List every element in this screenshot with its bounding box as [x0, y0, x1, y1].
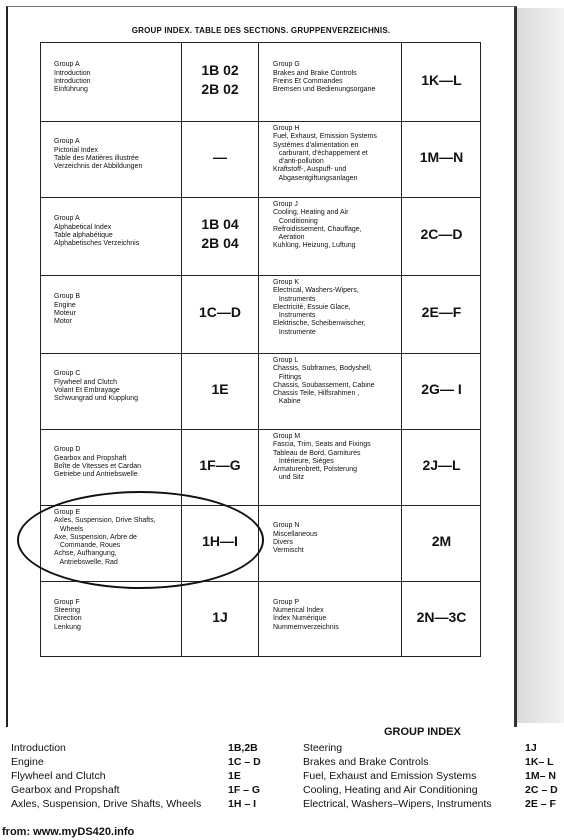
table-row-divider	[41, 353, 480, 354]
group-line: Brakes and Brake Controls	[273, 69, 357, 77]
group-heading: Group G	[273, 61, 300, 69]
bottom-index-code: 1K– L	[525, 756, 554, 768]
right-group-code	[402, 456, 481, 475]
adjacent-page-edge	[514, 8, 564, 723]
hand-drawn-circle-mark	[17, 491, 264, 589]
group-line: Vermischt	[273, 547, 304, 555]
group-line: carburant, d'échappement et	[273, 149, 368, 157]
group-heading: Group E	[54, 509, 81, 516]
bottom-index-label: Axles, Suspension, Drive Shafts, Wheels	[11, 798, 202, 810]
group-line: Miscellaneous	[273, 530, 318, 538]
group-heading: Group B	[54, 293, 81, 301]
group-line: Fittings	[273, 373, 302, 381]
left-group-description	[54, 215, 139, 248]
group-line: Armaturenbrett, Polsterung	[273, 466, 358, 474]
section-code: 1C—D	[198, 303, 241, 320]
group-line: Instruments	[273, 295, 316, 303]
group-heading: Group F	[54, 598, 80, 606]
section-code: 1M—N	[419, 148, 464, 165]
bottom-index-code: 1C – D	[228, 756, 261, 768]
group-line: Antriebswelle, Rad	[54, 558, 118, 566]
group-line: Instrumente	[273, 328, 316, 336]
page-title: GROUP INDEX. TABLE DES SECTIONS. GRUPPENVERZEICHNIS.	[131, 26, 391, 35]
group-heading: Group L	[273, 357, 299, 364]
group-line: Aeration	[273, 234, 305, 242]
left-group-code	[182, 303, 258, 322]
group-line: Tableau de Bord, Garnitures	[273, 449, 361, 457]
group-heading: Group H	[273, 125, 300, 132]
group-line: Fuel, Exhaust, Emission Systems	[273, 133, 377, 141]
right-group-code	[402, 71, 481, 90]
group-line: Boîte de Vitesses et Cardan	[54, 462, 142, 470]
group-line: Lenkung	[54, 623, 81, 631]
bottom-index-label: Electrical, Washers–Wipers, Instruments	[303, 798, 492, 810]
group-line: Achse, Aufhangung,	[54, 550, 117, 558]
group-heading: Group P	[273, 598, 300, 606]
section-code: 2M	[431, 532, 452, 549]
right-group-code	[402, 148, 481, 167]
section-code: 1B 04	[201, 216, 239, 232]
group-line: Divers	[273, 538, 293, 546]
section-code: 2E—F	[421, 303, 462, 320]
group-line: Fascia, Trim, Seats and Fixings	[273, 441, 371, 449]
group-line: Axles, Suspension, Drive Shafts,	[54, 517, 156, 525]
bottom-index-label: Engine	[11, 756, 44, 768]
bottom-index-code: 2E – F	[525, 798, 556, 810]
bottom-index-label: Cooling, Heating and Air Conditioning	[303, 784, 478, 796]
group-line: Axe, Suspension, Arbre de	[54, 533, 137, 541]
left-group-code	[182, 608, 258, 627]
group-line: Wheels	[54, 525, 84, 533]
bottom-index-title: GROUP INDEX	[384, 726, 461, 738]
group-line: Commande, Roues	[54, 542, 121, 550]
section-code: 1F—G	[199, 456, 241, 473]
group-heading: Group M	[273, 433, 301, 440]
group-line: Introduction	[54, 69, 91, 77]
right-group-description	[273, 125, 377, 183]
left-group-code	[182, 148, 258, 167]
right-group-code	[402, 225, 481, 244]
group-line: Kraftstoff-, Auspuff- und	[273, 166, 347, 174]
group-line: Kuhlüng, Heizung, Luftung	[273, 242, 356, 250]
group-line: Index Numérique	[273, 615, 327, 623]
group-heading: Group K	[273, 279, 300, 286]
right-group-description	[273, 279, 366, 337]
group-line: Getriebe und Antriebswelle	[54, 471, 138, 479]
bottom-index-code: 1J	[525, 742, 537, 754]
group-line: Volant Et Embrayage	[54, 386, 120, 394]
bottom-index-code: 1F – G	[228, 784, 261, 796]
right-group-description	[273, 599, 339, 632]
group-line: Pictorial Index	[54, 146, 98, 154]
group-line: Gearbox and Propshaft	[54, 454, 127, 462]
section-code: 2C—D	[420, 225, 463, 242]
section-code: 1H—I	[202, 532, 238, 549]
bottom-index-label: Brakes and Brake Controls	[303, 756, 429, 768]
group-line: Alphabetisches Verzeichnis	[54, 240, 140, 248]
group-line: d'anti-pollution	[273, 158, 324, 166]
left-group-code	[182, 456, 258, 475]
right-group-code	[402, 303, 481, 322]
table-row-divider	[41, 275, 480, 276]
left-group-code	[182, 61, 258, 99]
bottom-index-code: 1M– N	[525, 770, 556, 782]
group-line: Moteur	[54, 309, 76, 317]
group-line: und Sitz	[273, 474, 305, 482]
bottom-index-label: Gearbox and Propshaft	[11, 784, 120, 796]
group-line: Electricité, Essuie Glace,	[273, 303, 351, 311]
right-group-code	[402, 608, 481, 627]
group-line: Table des Matières illustrée	[54, 154, 139, 162]
section-code: 2N—3C	[416, 609, 467, 625]
right-group-description	[273, 201, 362, 251]
group-line: Verzeichnis der Abbildungen	[54, 163, 143, 171]
section-code: 1E	[211, 380, 229, 397]
left-group-description	[54, 370, 138, 403]
group-line: Abgasentgiftungsanlagen	[273, 174, 358, 182]
left-group-code	[182, 380, 258, 399]
section-code: 1K—L	[421, 71, 462, 88]
left-group-description	[54, 61, 91, 94]
left-group-description	[54, 599, 82, 632]
bottom-index-label: Steering	[303, 742, 343, 754]
group-line: Intérieure, Sièges	[273, 457, 334, 465]
table-divider-col3	[401, 43, 402, 656]
group-heading: Group D	[54, 446, 81, 454]
group-heading: Group A	[54, 61, 80, 69]
group-line: Schwungrad und Kupplung	[54, 395, 139, 403]
group-line: Electrical, Washers-Wipers,	[273, 287, 359, 295]
section-code: 2B 04	[201, 235, 239, 251]
group-line: Chassis, Subframes, Bodyshell,	[273, 365, 372, 373]
left-group-code	[182, 215, 258, 253]
group-line: Steering	[54, 607, 81, 615]
bottom-index-label: Introduction	[11, 742, 66, 754]
group-line: Elektrische, Scheibenwischer,	[273, 320, 366, 328]
group-line: Flywheel and Clutch	[54, 378, 118, 386]
section-code: 1B 02	[201, 62, 239, 78]
bottom-group-index	[0, 726, 564, 840]
group-line: Kabine	[273, 398, 301, 406]
section-code: 1J	[212, 609, 228, 625]
section-code: 2J—L	[422, 456, 461, 473]
group-heading: Group A	[54, 215, 80, 223]
left-group-description	[54, 293, 80, 326]
group-line: Bremsen und Bedienungsorgane	[273, 86, 376, 94]
right-group-code	[402, 380, 481, 399]
group-heading: Group C	[54, 370, 81, 378]
source-footer: from: www.myDS420.info	[2, 826, 135, 838]
right-group-description	[273, 433, 371, 483]
group-line: Conditioning	[273, 217, 318, 225]
bottom-index-label: Fuel, Exhaust and Emission Systems	[303, 770, 477, 782]
bottom-index-label: Flywheel and Clutch	[11, 770, 106, 782]
right-group-description	[273, 357, 375, 407]
group-line: Table alphabétique	[54, 231, 113, 239]
group-line: Direction	[54, 615, 82, 623]
group-heading: Group A	[54, 138, 80, 146]
left-group-description	[54, 446, 141, 479]
table-row-divider	[41, 197, 480, 198]
bottom-index-code: 1H – I	[228, 798, 257, 810]
group-line: Instruments	[273, 312, 316, 320]
left-group-description	[54, 138, 142, 171]
table-divider-col2	[258, 43, 259, 656]
group-line: Numerical Index	[273, 607, 324, 615]
group-line: Systèmes d'alimentation en	[273, 141, 359, 149]
group-heading: Group J	[273, 201, 298, 208]
bottom-index-code: 2C – D	[525, 784, 558, 796]
section-code: 2G— I	[421, 380, 462, 397]
group-line: Introduction	[54, 77, 91, 85]
right-group-description	[273, 61, 375, 94]
group-line: Alphabetical Index	[54, 223, 112, 231]
right-group-code	[402, 532, 481, 551]
group-line: Engine	[54, 301, 76, 309]
group-line: Chassis, Soubassement, Cabine	[273, 381, 375, 389]
bottom-index-code: 1B,2B	[228, 742, 258, 754]
group-line: Freins Et Commandes	[273, 77, 343, 85]
group-heading: Group N	[273, 522, 300, 530]
right-group-description	[273, 522, 317, 555]
section-code: 2B 02	[201, 81, 239, 97]
table-row-divider	[41, 429, 480, 430]
group-line: Refroidissement, Chauffage,	[273, 225, 362, 233]
group-line: Cooling, Heating and Air	[273, 209, 349, 217]
section-code: —	[213, 148, 227, 165]
group-line: Nummernverzeichnis	[273, 623, 339, 631]
table-row-divider	[41, 121, 480, 122]
group-line: Einführung	[54, 86, 88, 94]
group-line: Chassis Teile, Hilfsrahmen ,	[273, 390, 360, 398]
group-line: Motor	[54, 318, 72, 326]
bottom-index-code: 1E	[228, 770, 241, 782]
